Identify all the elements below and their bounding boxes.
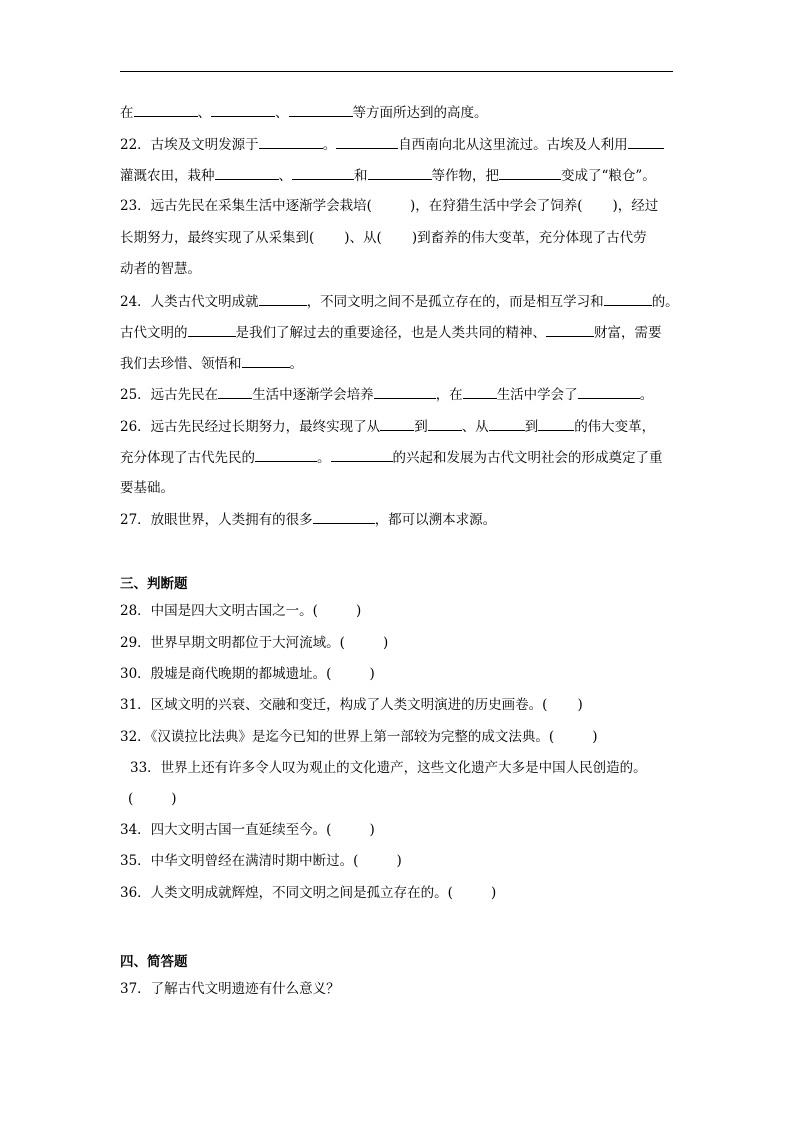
q23-line-2: 长期努力，最终实现了从采集到( )、从( )到畜养的伟大变革，充分体现了古代劳	[120, 230, 647, 246]
q23-line-1: 23．远古先民在采集生活中逐渐学会栽培( )，在狩猎生活中学会了饲养( )，经过	[120, 198, 659, 214]
blank[interactable]	[292, 165, 354, 180]
judgment-item: 34．四大文明古国一直延续至今。( )	[120, 822, 375, 838]
blank[interactable]	[374, 384, 436, 399]
q26-line-3: 要基础。	[120, 480, 174, 496]
blank[interactable]	[463, 384, 497, 399]
header-rule	[120, 71, 673, 72]
blank[interactable]	[218, 384, 252, 399]
judgment-item: 30．殷墟是商代晚期的都城遗址。( )	[120, 666, 375, 682]
blank[interactable]	[546, 322, 594, 337]
q21-text: 在	[120, 105, 134, 121]
judgment-item-answer: ( )	[128, 791, 177, 807]
judgment-item: 32．《汉谟拉比法典》是迄今已知的世界上第一部较为完整的成文法典。( )	[120, 729, 598, 745]
blank[interactable]	[628, 134, 664, 149]
judgment-item: 36．人类文明成就辉煌，不同文明之间是孤立存在的。( )	[120, 885, 497, 901]
q25-line: 25．远古先民在 生活中逐渐学会培养 ，在 生活中学会了 。	[120, 384, 653, 404]
blank[interactable]	[368, 165, 432, 180]
blank[interactable]	[313, 509, 375, 524]
blank[interactable]	[499, 165, 561, 180]
blank[interactable]	[380, 416, 414, 431]
section-title-short-answer: 四、简答题	[120, 954, 188, 970]
blank[interactable]	[255, 447, 317, 462]
blank[interactable]	[538, 416, 574, 431]
q24-line-3: 我们去珍惜、领悟和 。	[120, 353, 303, 373]
blank[interactable]	[604, 291, 652, 306]
blank[interactable]	[336, 134, 398, 149]
judgment-item: 29．世界早期文明都位于大河流域。( )	[120, 635, 389, 651]
q23-line-3: 动者的智慧。	[120, 261, 201, 277]
blank[interactable]	[215, 165, 279, 180]
blank[interactable]	[242, 353, 290, 368]
blank[interactable]	[259, 291, 307, 306]
blank[interactable]	[289, 102, 353, 117]
blank[interactable]	[331, 447, 393, 462]
judgment-item: 28．中国是四大文明古国之一。( )	[120, 603, 362, 619]
question-37: 37．了解古代文明遗迹有什么意义？	[120, 981, 340, 997]
blank[interactable]	[188, 322, 236, 337]
q22-line-1: 22．古埃及文明发源于 。 自西南向北从这里流过。古埃及人利用	[120, 134, 664, 154]
judgment-item: 31．区域文明的兴衰、交融和变迁，构成了人类文明演进的历史画卷。( )	[120, 697, 583, 713]
q26-line-1: 26．远古先民经过长期努力，最终实现了从 到 、从 到 的伟大变革，	[120, 416, 655, 436]
blank[interactable]	[428, 416, 462, 431]
q21-line: 在 、 、 等方面所达到的高度。	[120, 102, 488, 122]
q27-line: 27．放眼世界，人类拥有的很多 ，都可以溯本求源。	[120, 509, 496, 529]
blank[interactable]	[259, 134, 323, 149]
blank[interactable]	[489, 416, 525, 431]
blank[interactable]	[134, 102, 198, 117]
q24-line-2: 古代文明的 是我们了解过去的重要途径，也是人类共同的精神、 财富，需要	[120, 322, 662, 342]
section-title-judgment: 三、判断题	[120, 576, 188, 592]
judgment-item: 33．世界上还有许多令人叹为观止的文化遗产，这些文化遗产大多是中国人民创造的。	[130, 760, 647, 776]
judgment-item: 35．中华文明曾经在满清时期中断过。( )	[120, 853, 402, 869]
q26-line-2: 充分体现了古代先民的 。 的兴起和发展为古代文明社会的形成奠定了重	[120, 447, 663, 467]
q24-line-1: 24．人类古代文明成就 ，不同文明之间不是孤立存在的，而是相互学习和 的。	[120, 291, 679, 311]
q22-line-2: 灌溉农田，栽种 、 和 等作物，把 变成了“粮仓”。	[120, 165, 656, 185]
blank[interactable]	[578, 384, 640, 399]
blank[interactable]	[211, 102, 275, 117]
